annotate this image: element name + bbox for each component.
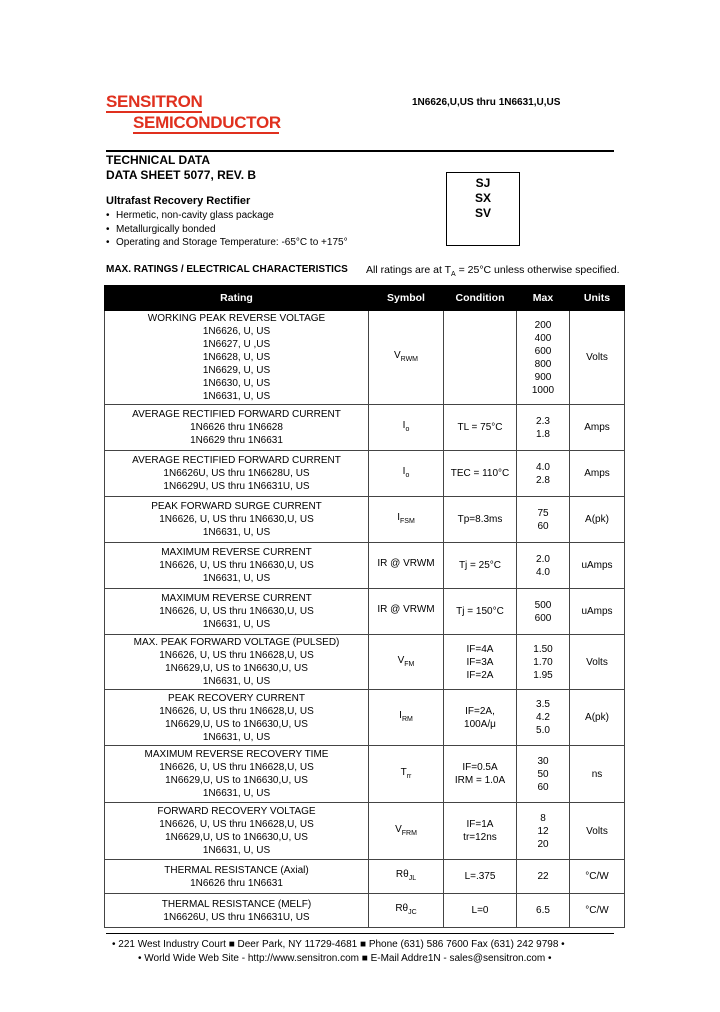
max-value: 4.0	[536, 566, 550, 578]
symbol-cell	[369, 690, 444, 746]
symbol-text: I	[399, 710, 402, 721]
rating-cell	[105, 690, 369, 746]
rating-part: 1N6629, U, US	[202, 365, 271, 376]
rating-title: PEAK FORWARD SURGE CURRENT	[151, 501, 322, 512]
col-header-max: Max	[517, 286, 570, 311]
ratings-section-title: MAX. RATINGS / ELECTRICAL CHARACTERISTICS	[106, 264, 348, 275]
max-value: 500	[534, 599, 552, 611]
rating-part: 1N6626, U, US	[202, 326, 271, 337]
symbol-cell	[369, 589, 444, 635]
condition-cell	[444, 690, 517, 746]
rating-part: 1N6629U, US thru 1N6631U, US	[163, 481, 310, 492]
rating-part: 1N6626, U, US thru 1N6630,U, US	[159, 560, 314, 571]
condition-line: IF=2A	[466, 669, 494, 681]
footer-divider	[106, 933, 614, 934]
symbol-cell	[369, 635, 444, 690]
max-value: 75	[537, 507, 549, 519]
symbol-subscript: rr	[406, 772, 412, 780]
condition-cell	[444, 860, 517, 894]
rating-part: 1N6629,U, US to 1N6630,U, US	[165, 663, 308, 674]
data-sheet-number: DATA SHEET 5077, REV. B	[106, 168, 257, 182]
max-value: 1000	[531, 384, 555, 396]
symbol-cell	[369, 894, 444, 928]
symbol-cell	[369, 746, 444, 803]
rating-cell	[105, 497, 369, 543]
max-value: 3.5	[536, 699, 550, 710]
units-cell: °C/W	[570, 894, 625, 928]
symbol-text: I	[397, 512, 400, 523]
units-cell: °C/W	[570, 860, 625, 894]
logo-underline-2	[133, 132, 279, 134]
part-number-range: 1N6626,U,US thru 1N6631,U,US	[412, 97, 561, 108]
rating-part: 1N6629 thru 1N6631	[190, 435, 283, 446]
max-value: 900	[534, 371, 552, 383]
rating-title: WORKING PEAK REVERSE VOLTAGE	[147, 313, 326, 324]
units-cell: uAmps	[570, 543, 625, 589]
max-cell	[517, 860, 570, 894]
symbol-subscript: FSM	[400, 518, 415, 525]
rating-part: 1N6631, U, US	[202, 527, 271, 538]
symbol-text: V	[395, 823, 402, 835]
package-type-sx: SX	[474, 191, 491, 205]
rating-cell	[105, 311, 369, 405]
symbol-text: V	[397, 654, 405, 666]
table-row	[105, 543, 625, 589]
header-divider	[106, 150, 614, 152]
max-value: 22	[537, 871, 549, 882]
rating-title: FORWARD RECOVERY VOLTAGE	[157, 806, 316, 817]
rating-title: THERMAL RESISTANCE (Axial)	[164, 864, 309, 876]
rating-part: 1N6626, U, US thru 1N6630,U, US	[159, 606, 314, 617]
package-type-box	[446, 172, 520, 246]
symbol-text: I	[402, 420, 406, 431]
max-cell	[517, 543, 570, 589]
condition-line: TL = 75°C	[457, 422, 503, 433]
units-cell: ns	[570, 746, 625, 803]
symbol-cell	[369, 860, 444, 894]
max-value: 2.0	[536, 553, 550, 565]
table-row	[105, 894, 625, 928]
rating-cell	[105, 803, 369, 860]
company-logo-line2: SEMICONDUCTOR	[133, 113, 281, 132]
table-row	[105, 405, 625, 451]
max-value: 60	[537, 520, 549, 532]
max-value: 5.0	[536, 725, 550, 736]
condition-line: L=0	[471, 905, 489, 916]
max-value: 1.50	[533, 643, 553, 655]
max-value: 800	[534, 358, 552, 370]
col-header-rating: Rating	[105, 286, 369, 311]
condition-cell	[444, 405, 517, 451]
max-value: 600	[534, 612, 552, 624]
symbol-subscript: RM	[401, 716, 413, 723]
condition-cell	[444, 746, 517, 803]
rating-part: 1N6626 thru 1N6628	[190, 422, 283, 433]
rating-part: 1N6630, U, US	[202, 378, 271, 389]
company-logo-line1: SENSITRON	[106, 92, 203, 111]
rating-title: MAXIMUM REVERSE CURRENT	[161, 547, 312, 558]
max-cell	[517, 497, 570, 543]
condition-line: IF=0.5A	[462, 762, 498, 773]
footer-address: • 221 West Industry Court ■ Deer Park, NY 11729-4681 ■ Phone (631) 586 7600 Fax (631) 242 9798 •	[112, 939, 565, 950]
max-cell	[517, 589, 570, 635]
feature-item: • Metallurgically bonded	[106, 223, 348, 237]
symbol-text: V	[393, 350, 401, 361]
max-value: 8	[540, 812, 546, 824]
condition-cell	[444, 635, 517, 690]
rating-cell	[105, 589, 369, 635]
rating-part: 1N6629,U, US to 1N6630,U, US	[165, 775, 308, 786]
rating-part: 1N6626, U, US thru 1N6628,U, US	[159, 762, 314, 773]
max-value: 200	[534, 319, 552, 331]
symbol-text: IR @ VRWM	[377, 558, 435, 569]
max-value: 4.0	[536, 461, 550, 473]
rating-part: 1N6627, U ,US	[202, 339, 271, 350]
col-header-units: Units	[570, 286, 625, 311]
rating-part: 1N6631, U, US	[202, 731, 271, 743]
product-subtitle: Ultrafast Recovery Rectifier	[106, 195, 251, 207]
rating-cell	[105, 635, 369, 690]
symbol-subscript: JC	[408, 909, 417, 916]
feature-item: • Hermetic, non-cavity glass package	[106, 209, 348, 223]
rating-part: 1N6626, U, US thru 1N6628,U, US	[159, 650, 314, 661]
max-cell	[517, 690, 570, 746]
rating-title: AVERAGE RECTIFIED FORWARD CURRENT	[132, 409, 341, 420]
table-row	[105, 311, 625, 405]
condition-cell	[444, 894, 517, 928]
table-row	[105, 451, 625, 497]
max-value: 6.5	[536, 905, 550, 916]
table-row	[105, 803, 625, 860]
symbol-subscript: JL	[408, 875, 417, 882]
max-value: 2.3	[536, 415, 550, 427]
symbol-text: Rθ	[395, 903, 409, 914]
max-cell	[517, 746, 570, 803]
rating-cell	[105, 451, 369, 497]
rating-part: 1N6629,U, US to 1N6630,U, US	[165, 718, 308, 730]
max-value: 400	[534, 332, 552, 344]
condition-line: IF=3A	[466, 656, 494, 668]
rating-part: 1N6626, U, US thru 1N6628,U, US	[159, 705, 314, 717]
max-value: 60	[537, 781, 549, 793]
rating-part: 1N6626U, US thru 1N6631U, US	[163, 911, 310, 923]
max-value: 30	[537, 755, 549, 767]
condition-cell	[444, 497, 517, 543]
max-value: 12	[537, 825, 549, 837]
max-value: 20	[537, 838, 549, 850]
rating-title: MAXIMUM REVERSE RECOVERY TIME	[144, 749, 329, 760]
rating-cell	[105, 543, 369, 589]
symbol-cell	[369, 543, 444, 589]
units-cell: Volts	[570, 635, 625, 690]
ratings-table	[104, 285, 625, 928]
condition-line: 100A/μ	[464, 718, 496, 730]
condition-line: IRM = 1.0A	[454, 775, 506, 786]
ratings-note: All ratings are at $T_A = 25^\circ C$ unless otherwise specified.	[366, 264, 620, 279]
max-cell	[517, 635, 570, 690]
rating-part: 1N6626, U, US thru 1N6628,U, US	[159, 819, 314, 830]
footer-web-email: • World Wide Web Site - http://www.sensitron.com ■ E-Mail Addre1N - sales@sensitron.com •	[138, 953, 552, 964]
symbol-text: I	[402, 466, 406, 477]
rating-title: MAX. PEAK FORWARD VOLTAGE (PULSED)	[133, 637, 340, 648]
rating-cell	[105, 405, 369, 451]
symbol-cell	[369, 311, 444, 405]
max-cell	[517, 894, 570, 928]
table-row	[105, 746, 625, 803]
rating-part: 1N6629,U, US to 1N6630,U, US	[165, 832, 308, 843]
table-row	[105, 635, 625, 690]
technical-data-title: TECHNICAL DATA	[106, 153, 210, 167]
rating-title: MAXIMUM REVERSE CURRENT	[161, 593, 312, 604]
table-row	[105, 860, 625, 894]
rating-part: 1N6628, U, US	[202, 352, 271, 363]
feature-list	[106, 209, 348, 250]
symbol-text: T	[400, 766, 407, 778]
condition-line: TEC = 110°C	[450, 468, 510, 479]
rating-part: 1N6631, U, US	[202, 573, 271, 584]
table-header-row	[105, 286, 625, 311]
rating-cell	[105, 860, 369, 894]
max-cell	[517, 451, 570, 497]
max-cell	[517, 311, 570, 405]
max-value: 600	[534, 345, 552, 357]
units-cell: Amps	[570, 405, 625, 451]
units-cell: Volts	[570, 311, 625, 405]
max-value: 1.70	[533, 656, 553, 668]
max-value: 1.8	[536, 428, 550, 440]
symbol-cell	[369, 803, 444, 860]
symbol-text: IR @ VRWM	[377, 604, 435, 615]
max-value: 50	[537, 768, 549, 780]
symbol-cell	[369, 451, 444, 497]
symbol-subscript: o	[405, 472, 410, 479]
condition-line: tr=12ns	[463, 832, 497, 843]
rating-part: 1N6626U, US thru 1N6628U, US	[163, 468, 310, 479]
rating-cell	[105, 746, 369, 803]
max-cell	[517, 405, 570, 451]
table-row	[105, 589, 625, 635]
col-header-condition: Condition	[444, 286, 517, 311]
condition-line: IF=2A,	[465, 705, 495, 717]
symbol-subscript: o	[405, 426, 410, 433]
rating-part: 1N6626, U, US thru 1N6630,U, US	[159, 514, 314, 525]
package-type-sv: SV	[474, 206, 491, 220]
rating-part: 1N6631, U, US	[202, 619, 271, 630]
rating-part: 1N6626 thru 1N6631	[190, 877, 283, 889]
rating-title: AVERAGE RECTIFIED FORWARD CURRENT	[132, 455, 341, 466]
rating-part: 1N6631, U, US	[202, 788, 271, 799]
max-value: 1.95	[533, 669, 553, 681]
max-cell	[517, 803, 570, 860]
feature-item: • Operating and Storage Temperature: -65°C to +175°	[106, 236, 348, 250]
condition-cell	[444, 451, 517, 497]
rating-part: 1N6631, U, US	[202, 676, 271, 687]
rating-part: 1N6631, U, US	[202, 845, 271, 856]
table-row	[105, 497, 625, 543]
condition-cell	[444, 311, 517, 405]
symbol-subscript: FM	[404, 660, 415, 668]
units-cell: A(pk)	[570, 690, 625, 746]
symbol-cell	[369, 497, 444, 543]
rating-title: PEAK RECOVERY CURRENT	[168, 692, 305, 704]
condition-line: Tj = 150°C	[456, 606, 504, 617]
rating-part: 1N6631, U, US	[202, 391, 271, 402]
symbol-cell	[369, 405, 444, 451]
units-cell: Amps	[570, 451, 625, 497]
table-row	[105, 690, 625, 746]
max-value: 2.8	[536, 474, 550, 486]
condition-cell	[444, 803, 517, 860]
symbol-subscript: FRM	[401, 829, 417, 837]
symbol-text: Rθ	[395, 869, 409, 880]
condition-cell	[444, 589, 517, 635]
rating-cell	[105, 894, 369, 928]
package-type-sj: SJ	[475, 176, 491, 190]
symbol-subscript: RWM	[400, 356, 419, 363]
rating-title: THERMAL RESISTANCE (MELF)	[161, 898, 312, 910]
condition-line: L=.375	[464, 871, 496, 882]
condition-line: Tj = 25°C	[458, 560, 502, 571]
condition-line: Tp=8.3ms	[457, 514, 503, 525]
max-value: 4.2	[536, 712, 550, 723]
condition-cell	[444, 543, 517, 589]
condition-line: IF=4A	[466, 643, 494, 655]
units-cell: Volts	[570, 803, 625, 860]
units-cell: uAmps	[570, 589, 625, 635]
units-cell: A(pk)	[570, 497, 625, 543]
col-header-symbol: Symbol	[369, 286, 444, 311]
condition-line: IF=1A	[466, 819, 494, 830]
